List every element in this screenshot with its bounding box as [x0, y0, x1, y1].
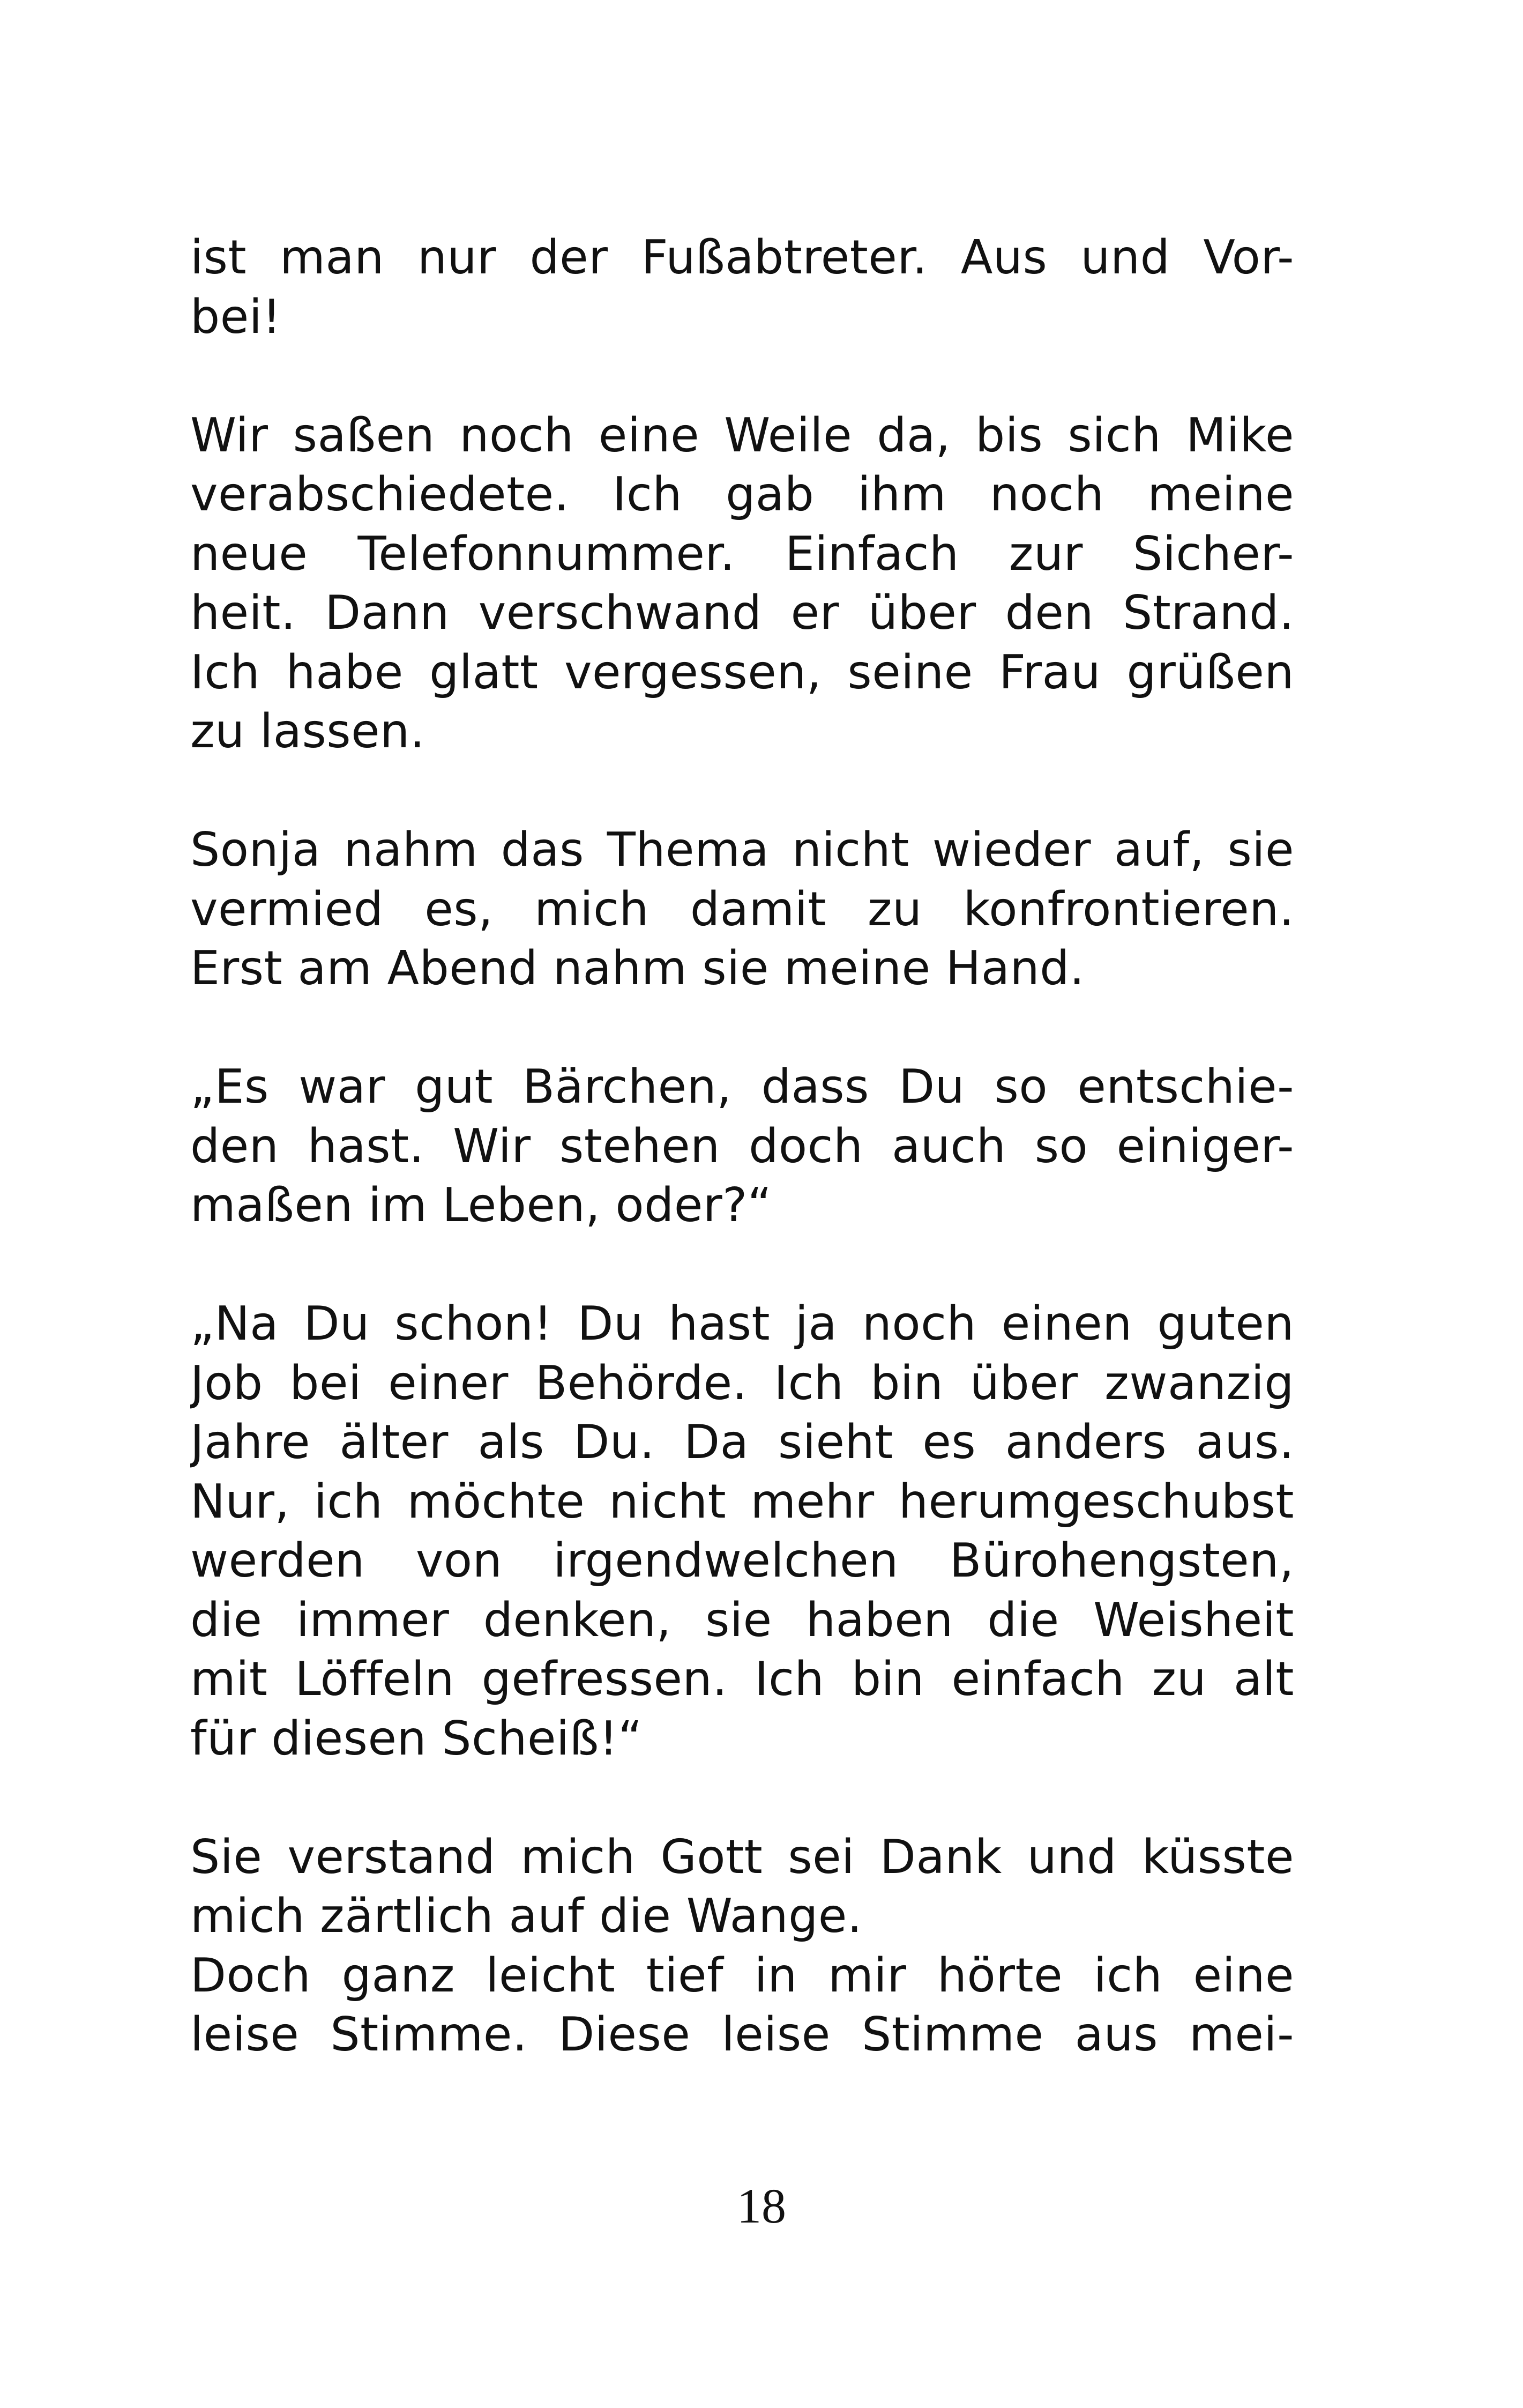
text-line: Sonja nahm das Thema nicht wieder auf, sie [190, 822, 1294, 877]
text-line: mit Löffeln gefressen. Ich bin einfach zu alt [190, 1652, 1294, 1706]
text-line: „Es war gut Bärchen, dass Du so entschie- [190, 1059, 1294, 1114]
text-line: neue Telefonnummer. Einfach zur Sicher- [190, 526, 1294, 581]
text-line: werden von irgendwelchen Bürohengsten, [190, 1533, 1294, 1588]
text-line: bei! [190, 289, 281, 344]
text-line: für diesen Scheiß!“ [190, 1711, 643, 1766]
text-line: die immer denken, sie haben die Weisheit [190, 1592, 1294, 1647]
text-line: mich zärtlich auf die Wange. [190, 1889, 863, 1943]
paragraph-5 [190, 1294, 1294, 1768]
page-number: 18 [737, 2179, 786, 2233]
text-line: Nur, ich möchte nicht mehr herumgeschubst [190, 1474, 1294, 1529]
text-line: leise Stimme. Diese leise Stimme aus mei- [190, 2007, 1294, 2062]
text-line: verabschiedete. Ich gab ihm noch meine [190, 467, 1294, 522]
text-line: vermied es, mich damit zu konfrontieren. [190, 881, 1294, 937]
text-line: heit. Dann verschwand er über den Strand. [190, 585, 1294, 640]
text-line: maßen im Leben, oder?“ [190, 1178, 772, 1232]
text-line: Jahre älter als Du. Da sieht es anders aus. [190, 1415, 1294, 1469]
text-line: „Na Du schon! Du hast ja noch einen guten [190, 1296, 1294, 1351]
text-line: den hast. Wir stehen doch auch so einiger- [190, 1118, 1294, 1173]
text-line: zu lassen. [190, 704, 425, 759]
body-text [190, 228, 1294, 2064]
paragraph-6 [190, 1827, 1294, 1946]
text-line: Doch ganz leicht tief in mir hörte ich eine [190, 1948, 1294, 2003]
text-line: Sie verstand mich Gott sei Dank und küsste [190, 1829, 1294, 1884]
paragraph-1 [190, 228, 1294, 346]
paragraph-4 [190, 1057, 1294, 1235]
text-line: Ich habe glatt vergessen, seine Frau grüßen [190, 644, 1294, 700]
text-line: Wir saßen noch eine Weile da, bis sich Mike [190, 407, 1294, 463]
text-line: Erst am Abend nahm sie meine Hand. [190, 941, 1085, 995]
paragraph-3 [190, 820, 1294, 998]
paragraph-7 [190, 1946, 1294, 2064]
text-line: ist man nur der Fußabtreter. Aus und Vor- [190, 230, 1294, 285]
text-line: Job bei einer Behörde. Ich bin über zwanzig [190, 1355, 1294, 1410]
paragraph-2 [190, 406, 1294, 761]
